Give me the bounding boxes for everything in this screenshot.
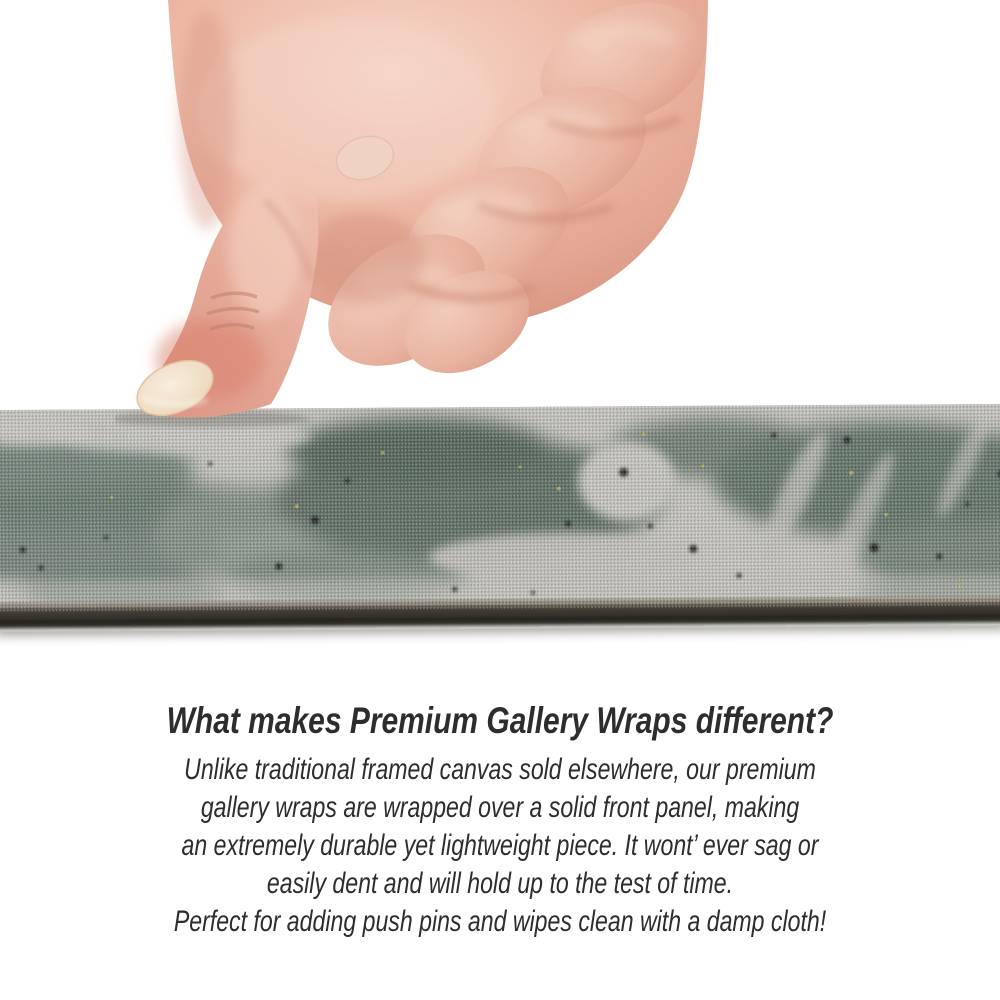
canvas-texture-art <box>0 404 1000 632</box>
body-line-2: gallery wraps are wrapped over a solid front panel, making <box>200 791 800 824</box>
canvas-strip <box>0 404 1000 632</box>
body-line-5: Perfect for adding push pins and wipes clean with a damp cloth! <box>173 905 827 938</box>
palm-highlight <box>195 20 495 200</box>
body-line-3: an extremely durable yet lightweight piece. It wont’ ever sag or <box>181 829 819 862</box>
palm-edge-shadow <box>179 10 235 230</box>
section-heading: What makes Premium Gallery Wraps different? <box>166 700 834 741</box>
hand-pressing-thumb-image <box>115 0 715 430</box>
body-line-4: easily dent and will hold up to the test of time. <box>266 867 734 900</box>
description-block <box>0 699 1000 941</box>
body-line-1: Unlike traditional framed canvas sold elsewhere, our premium <box>184 753 816 786</box>
webbing-shadow <box>305 213 425 303</box>
